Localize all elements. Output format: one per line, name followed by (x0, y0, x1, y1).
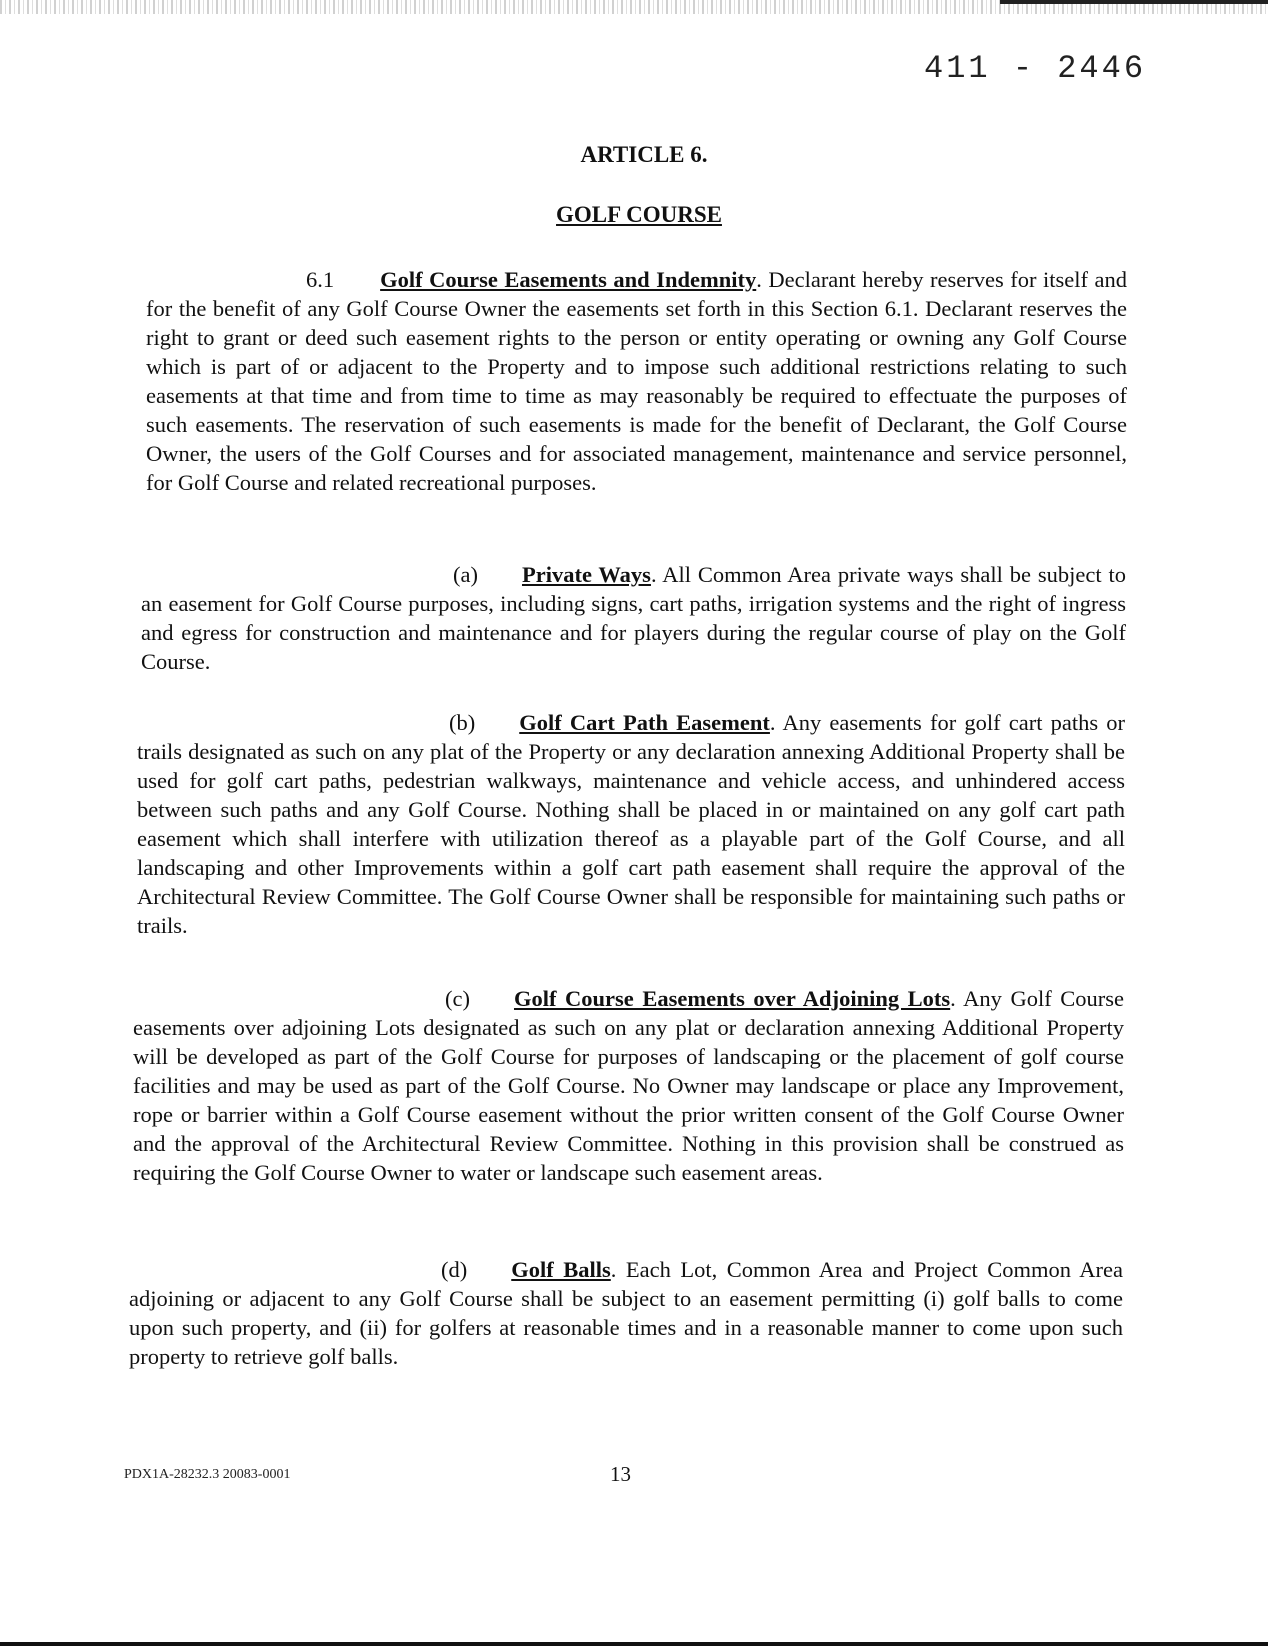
subsection-number: (a) (453, 562, 478, 587)
section-number: 6.1 (306, 267, 335, 292)
subsection-body: . Each Lot, Common Area and Project Common Area adjoining or adjacent to any Golf Course shall be subject to an easement permitting (i) golf balls to come upon such property, and (ii) for golfers at reasonable times and in a reasonable manner to come upon such property to retrieve golf balls. (129, 1257, 1123, 1369)
subsection-body: . All Common Area private ways shall be subject to an easement for Golf Course purposes, including signs, cart paths, irrigation systems and the right of ingress and egress for construction and maintenance and for players during the regular course of play on the Golf Course. (141, 562, 1126, 674)
subsection-number: (c) (445, 986, 470, 1011)
subsection-body: . Any Golf Course easements over adjoining Lots designated as such on any plat or declaration annexing Additional Property will be developed as part of the Golf Course for purposes of landscaping or the placement of golf course facilities and may be used as part of the Golf Course. No Owner may landscape or place any Improvement, rope or barrier within a Golf Course easement without the prior written consent of the Golf Course Owner and the approval of the Architectural Review Committee. Nothing in this provision shall be construed as requiring the Golf Course Owner to water or landscape such easement areas. (133, 986, 1124, 1185)
subsection-title: Golf Balls (511, 1257, 611, 1282)
document-number: 411 - 2446 (924, 50, 1147, 87)
subsection-b (137, 708, 1125, 940)
subsection-body: . Any easements for golf cart paths or trails designated as such on any plat of the Property or any declaration annexing Additional Property shall be used for golf cart paths, pedestrian walkways, maintenance and vehicle access, and unhindered access between such paths and any Golf Course. Nothing shall be placed in or maintained on any golf cart path easement which shall interfere with utilization thereof as a playable part of the Golf Course, and all landscaping and other Improvements within a golf cart path easement shall require the approval of the Architectural Review Committee. The Golf Course Owner shall be responsible for maintaining such paths or trails. (137, 710, 1125, 938)
subsection-title: Golf Course Easements over Adjoining Lots (513, 986, 951, 1011)
article-title: GOLF COURSE (556, 202, 722, 227)
subsection-title: Golf Cart Path Easement (519, 710, 770, 735)
subsection-title: Private Ways (521, 562, 651, 587)
subsection-d (129, 1255, 1123, 1371)
scan-edge-top-right (1000, 0, 1268, 4)
subsection-number: (d) (441, 1257, 468, 1282)
page-number: 13 (610, 1462, 631, 1486)
scan-edge-bottom (0, 1642, 1268, 1646)
subsection-a (141, 560, 1126, 676)
article-heading: ARTICLE 6. (580, 142, 708, 167)
section-title: Golf Course Easements and Indemnity (380, 267, 757, 292)
subsection-c (133, 984, 1124, 1187)
footer-document-code: PDX1A-28232.3 20083-0001 (124, 1467, 291, 1482)
section-body: . Declarant hereby reserves for itself and for the benefit of any Golf Course Owner the easements set forth in this Section 6.1. Declarant reserves the right to grant or deed such easement rights to the person or entity operating or owning any Golf Course which is part of or adjacent to the Property and to impose such additional restrictions relating to such easements at that time and from time to time as may reasonably be required to effectuate the purposes of such easements. The reservation of such easements is made for the benefit of Declarant, the Golf Course Owner, the users of the Golf Courses and for associated management, maintenance and service personnel, for Golf Course and related recreational purposes. (146, 267, 1128, 495)
section-6-1 (146, 265, 1127, 497)
subsection-number: (b) (449, 710, 476, 735)
